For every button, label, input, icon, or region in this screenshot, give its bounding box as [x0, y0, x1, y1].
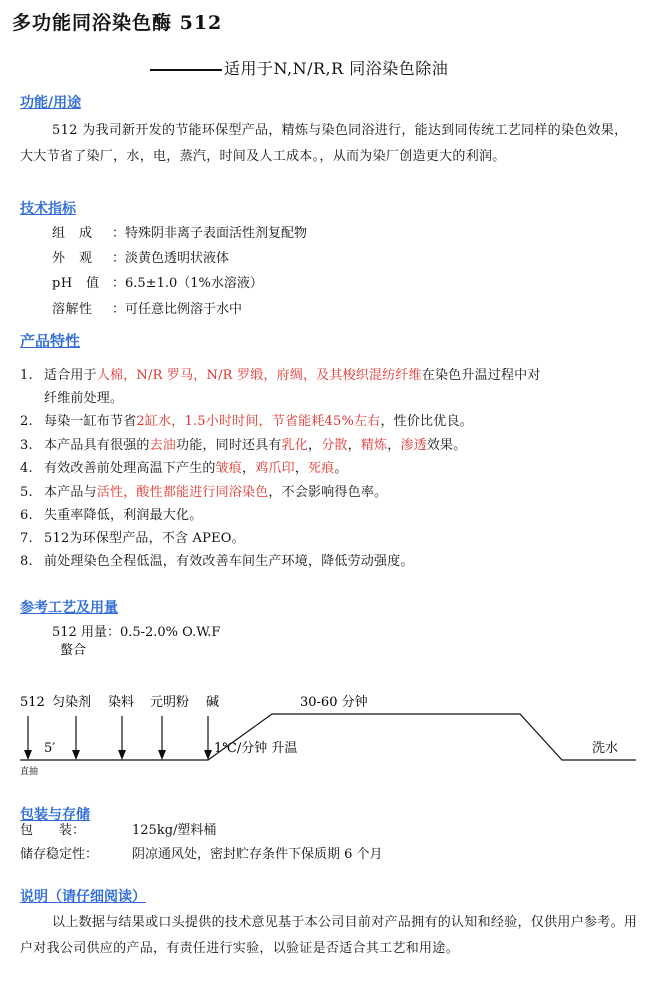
feature-text: 有效改善前处理高温下产生的 — [44, 461, 216, 476]
feature-text: 每染一缸布节省 — [44, 414, 137, 429]
feature-item — [20, 550, 414, 569]
feature-highlight-text: 2缸水，1.5小时时间，节省能耗45%左右 — [136, 414, 381, 429]
feature-highlight-text: 人棉，N/R 罗马，N/R 罗缎，府绸，及其梭织混纺纤维 — [96, 368, 422, 383]
feature-text: ， — [347, 438, 361, 453]
feature-number: 2. — [20, 414, 33, 429]
feature-text: 纤维前处理。 — [44, 391, 124, 406]
feature-text: 失重率降低，利润最大化。 — [44, 508, 203, 523]
arrowhead-leveling — [72, 750, 80, 760]
subtitle-text: 适用于N,N/R,R 同浴染色除油 — [224, 59, 449, 78]
feature-highlight-text: 乳化 — [281, 438, 309, 453]
spec-value: ：可任意比例溶于水中 — [112, 302, 243, 317]
spec-row — [52, 298, 242, 317]
feature-number: 5. — [20, 485, 33, 500]
feature-text: 本产品与 — [44, 485, 97, 500]
feature-text: 。 — [334, 461, 348, 476]
packing-key: 包 装： — [20, 823, 86, 838]
document-title: 多功能同浴染色酶 512 — [12, 12, 223, 34]
feature-number: 1. — [20, 368, 33, 383]
feature-highlight-text: 精炼 — [360, 438, 388, 453]
feature-item — [20, 457, 348, 476]
diagram-rate-label: 1℃/分钟 升温 — [214, 741, 298, 756]
diagram-hold-label: 30-60 分钟 — [300, 695, 368, 710]
feature-item — [20, 410, 473, 429]
feature-highlight-text: 鸡爪印 — [255, 461, 295, 476]
feature-item — [20, 434, 466, 453]
feature-highlight-text: 渗透 — [400, 438, 427, 453]
section-heading-process: 参考工艺及用量 — [20, 600, 118, 616]
diagram-time-label: 5′ — [44, 741, 56, 756]
arrowhead-512 — [24, 750, 32, 760]
diagram-label-dye: 染料 — [108, 695, 135, 710]
spec-key: 外 观 — [52, 251, 93, 266]
feature-item — [20, 527, 245, 546]
feature-text: ， — [387, 438, 401, 453]
feature-highlight-text: 死痕 — [308, 461, 335, 476]
diagram-wash-label: 洗水 — [592, 741, 619, 756]
feature-text: 适合用于 — [44, 368, 97, 383]
feature-item — [20, 364, 541, 383]
document-subtitle — [150, 56, 448, 79]
arrowhead-dye — [118, 750, 126, 760]
diagram-start-label: 直抽 — [20, 767, 39, 777]
feature-highlight-text: 去油 — [149, 438, 177, 453]
feature-text: ， — [308, 438, 322, 453]
feature-item — [44, 387, 123, 406]
feature-text: 前处理染色全程低温，有效改善车间生产环境，降低劳动强度。 — [44, 554, 414, 569]
feature-text: 效果。 — [426, 438, 467, 453]
temperature-curve — [20, 714, 636, 760]
feature-text: ， — [242, 461, 256, 476]
feature-item — [20, 481, 387, 500]
spec-value: ：6.5±1.0（1%水溶液） — [112, 276, 263, 291]
feature-text: 本产品具有很强的 — [44, 438, 150, 453]
feature-text: 在染色升温过程中对 — [421, 368, 541, 383]
feature-number: 3. — [20, 438, 33, 453]
section-heading-note: 说明（请仔细阅读） — [20, 889, 146, 905]
spec-value: ：淡黄色透明状液体 — [112, 251, 230, 266]
process-diagram — [0, 640, 658, 780]
feature-text: ，性价比优良。 — [380, 414, 473, 429]
feature-text: 功能，同时还具有 — [176, 438, 282, 453]
feature-text: 512为环保型产品，不含 APEO。 — [44, 531, 245, 546]
feature-highlight-text: 分散 — [321, 438, 348, 453]
temperature-profile — [20, 714, 636, 760]
spec-row — [52, 272, 263, 291]
section-heading-function: 功能/用途 — [20, 95, 82, 111]
spec-row — [52, 222, 307, 241]
subtitle-rule — [150, 69, 222, 71]
feature-number: 4. — [20, 461, 33, 476]
section-heading-packing: 包装与存储 — [20, 807, 90, 823]
section-heading-specs: 技术指标 — [20, 201, 76, 217]
diagram-label-leveling: 匀染剂 — [52, 695, 92, 710]
spec-row — [52, 247, 229, 266]
feature-highlight-text: 活性，酸性都能进行同浴染色 — [96, 485, 269, 500]
spec-key: 组 成 — [52, 226, 93, 241]
spec-key: pH 值 — [52, 276, 100, 291]
section-heading-features: 产品特性 — [20, 332, 81, 350]
packing-value: 125kg/塑料桶 — [132, 823, 217, 838]
diagram-top-label: 螯合 — [60, 643, 87, 658]
feature-text: ，不会影响得色率。 — [268, 485, 388, 500]
storage-value: 阴凉通风处，密封贮存条件下保质期 6 个月 — [132, 847, 383, 862]
function-paragraph: 512 为我司新开发的节能环保型产品，精炼与染色同浴进行，能达到同传统工艺同样的染色效果，大大节省了染厂，水，电，蒸汽，时间及人工成本。，从而为染厂创造更大的利润。 — [20, 123, 628, 164]
feature-item — [20, 504, 202, 523]
feature-number: 6. — [20, 508, 33, 523]
feature-number: 7. — [20, 531, 33, 546]
feature-highlight-text: 皱痕 — [215, 461, 243, 476]
arrowhead-salt — [158, 750, 166, 760]
diagram-label-alkali: 碱 — [206, 695, 220, 710]
spec-key: 溶解性 — [52, 302, 93, 317]
feature-number: 8. — [20, 554, 33, 569]
diagram-label-salt: 元明粉 — [150, 695, 190, 710]
storage-key: 储存稳定性： — [20, 847, 99, 862]
dosage-text: 512 用量：0.5-2.0% O.W.F — [52, 625, 221, 640]
spec-value: ：特殊阴非离子表面活性剂复配物 — [112, 226, 308, 241]
feature-text: ， — [294, 461, 309, 476]
diagram-label-512: 512 — [20, 695, 45, 710]
note-paragraph: 以上数据与结果或口头提供的技术意见基于本公司目前对产品拥有的认知和经验，仅供用户参考。用户对我公司供应的产品，有责任进行实验，以验证是否适合其工艺和用途。 — [20, 915, 638, 956]
